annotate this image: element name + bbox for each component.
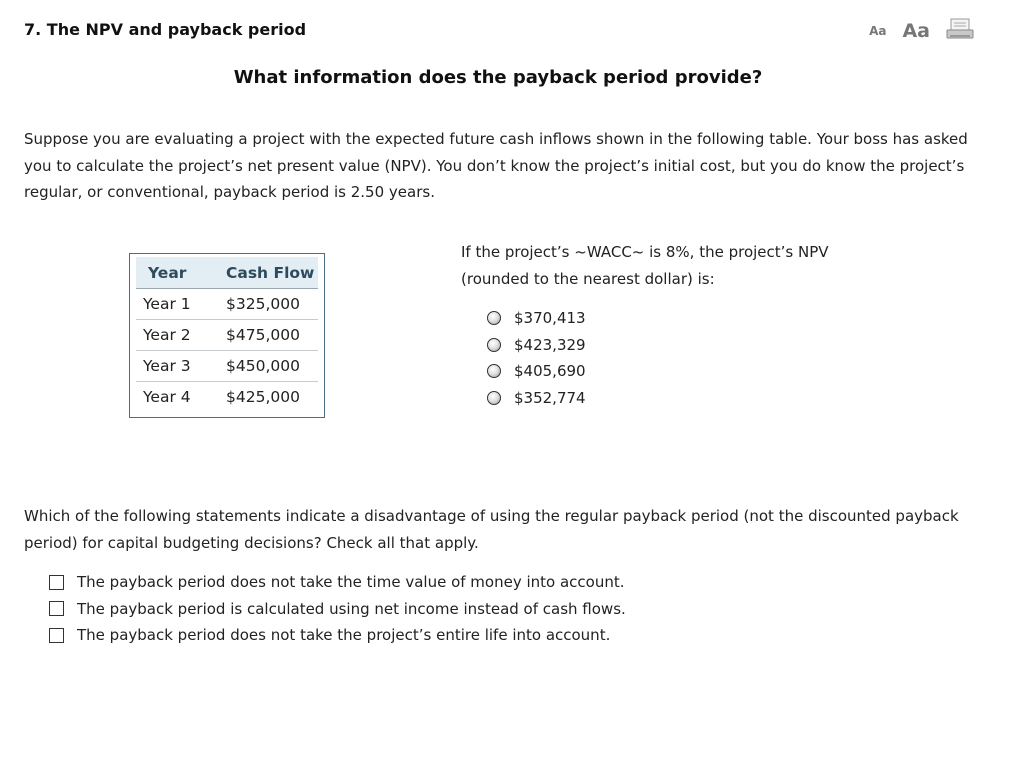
cash-flow-cell: $325,000 xyxy=(226,289,318,320)
cash-flow-cell: $450,000 xyxy=(226,351,318,382)
cash-flow-table xyxy=(129,253,325,418)
table-row xyxy=(136,382,318,413)
npv-option[interactable] xyxy=(487,385,586,412)
disadvantage-option-label: The payback period does not take the project’s entire life into account. xyxy=(77,626,611,645)
year-cell: Year 3 xyxy=(136,351,226,382)
disadvantage-option[interactable] xyxy=(49,596,626,623)
npv-option[interactable] xyxy=(487,358,586,385)
table-row xyxy=(136,351,318,382)
radio-button[interactable] xyxy=(487,391,501,405)
font-size-large-button[interactable]: Aa xyxy=(902,20,930,42)
table-row xyxy=(136,289,318,320)
table-header-row xyxy=(136,257,318,289)
checkbox[interactable] xyxy=(49,575,64,590)
disadvantage-options xyxy=(49,569,626,649)
disadvantage-option[interactable] xyxy=(49,622,626,649)
column-header-year: Year xyxy=(136,257,226,289)
year-cell: Year 4 xyxy=(143,388,191,406)
font-size-small-button[interactable]: Aa xyxy=(869,24,887,38)
npv-option-label: $370,413 xyxy=(514,309,586,328)
npv-options xyxy=(487,305,586,411)
print-icon xyxy=(946,18,974,40)
disadvantage-option[interactable] xyxy=(49,569,626,596)
npv-option[interactable] xyxy=(487,332,586,359)
toolbar xyxy=(869,18,974,44)
radio-button[interactable] xyxy=(487,311,501,325)
year-cell: Year 2 xyxy=(136,320,226,351)
print-button[interactable] xyxy=(946,18,974,44)
table-row xyxy=(136,320,318,351)
npv-option-label: $405,690 xyxy=(514,362,586,381)
npv-option-label: $423,329 xyxy=(514,335,586,354)
radio-button[interactable] xyxy=(487,364,501,378)
cash-flow-cell: $475,000 xyxy=(226,320,318,351)
intro-paragraph: Suppose you are evaluating a project with the expected future cash inflows shown in the following table. Your boss has asked you to calculate the project’s net present value (NPV). You don’t know the project’s initial cost, but you do know the project’s regular, or conventional, payback period is 2.50 years. xyxy=(24,130,968,201)
year-cell: Year 1 xyxy=(136,289,226,320)
checkbox[interactable] xyxy=(49,601,64,616)
disadvantage-option-label: The payback period is calculated using net income instead of cash flows. xyxy=(77,599,626,618)
npv-question-prompt: If the project’s ~WACC~ is 8%, the project’s NPV (rounded to the nearest dollar) is: xyxy=(461,243,829,288)
section-heading: What information does the payback period provide? xyxy=(233,67,763,88)
cash-flow-cell: $425,000 xyxy=(226,388,300,406)
question-title: 7. The NPV and payback period xyxy=(24,20,307,39)
checkbox[interactable] xyxy=(49,628,64,643)
disadvantage-option-label: The payback period does not take the time value of money into account. xyxy=(77,573,625,592)
column-header-cash-flow: Cash Flow xyxy=(226,257,318,289)
radio-button[interactable] xyxy=(487,338,501,352)
npv-option-label: $352,774 xyxy=(514,388,586,407)
npv-option[interactable] xyxy=(487,305,586,332)
disadvantage-question-prompt: Which of the following statements indicate a disadvantage of using the regular payback period (not the discounted payback period) for capital budgeting decisions? Check all that apply. xyxy=(24,507,959,552)
